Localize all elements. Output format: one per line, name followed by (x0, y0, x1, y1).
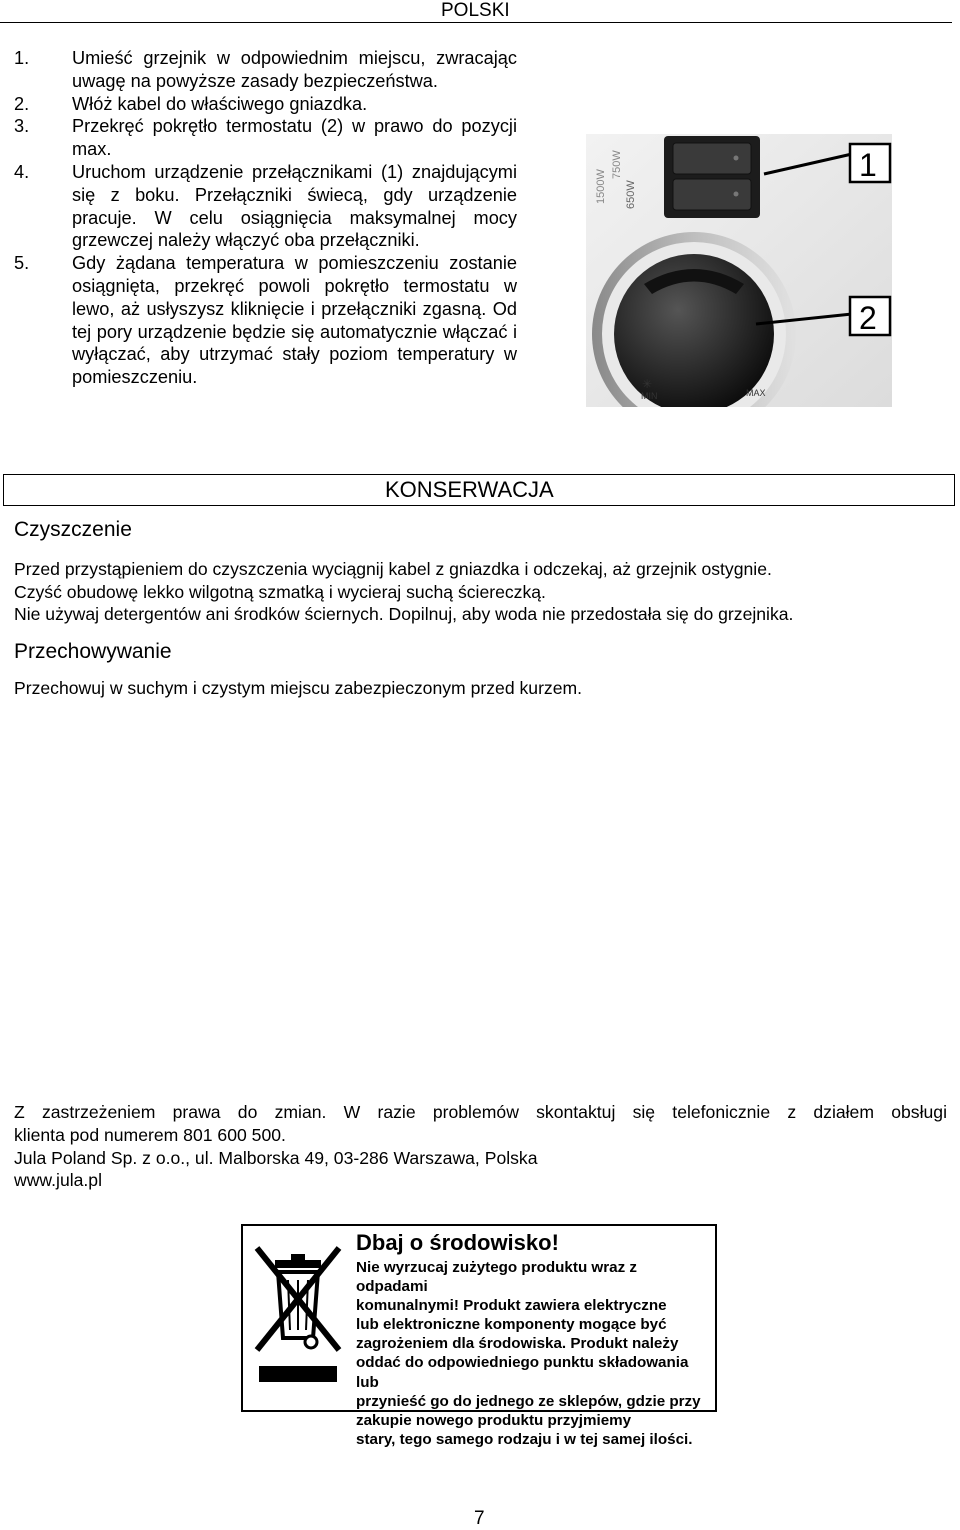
environment-notice (241, 1224, 717, 1448)
eco-line: lub elektroniczne komponenty mogące być (356, 1316, 667, 1334)
eco-text (356, 1258, 711, 1449)
step-item (14, 161, 517, 252)
step-item (14, 115, 517, 161)
heater-controls-photo (586, 134, 892, 407)
eco-line: komunalnymi! Produkt zawiera elektryczne (356, 1297, 667, 1315)
step-text: Umieść grzejnik w odpowiednim miejscu, zwracając uwagę na powyższe zasady bezpieczeństwa. (72, 48, 517, 91)
eco-line: przynieść go do jednego ze sklepów, gdzie przy (356, 1392, 701, 1410)
footer-line: Z zastrzeżeniem prawa do zmian. W razie problemów skontaktuj się telefonicznie z działem obsługi (14, 1102, 947, 1122)
step-text: Przekręć pokrętło termostatu (2) w prawo do pozycji max. (72, 116, 517, 160)
eco-title: Dbaj o środowisko! (356, 1230, 559, 1255)
contact-footer (14, 1101, 947, 1192)
footer-line: klienta pod numerem 801 600 500. (14, 1124, 286, 1145)
section-title: KONSERWACJA (385, 477, 554, 502)
switch-1-icon (673, 143, 751, 174)
eco-line: zakupie nowego produktu przyjmiemy (356, 1411, 632, 1429)
eco-line: zagrożeniem dla środowiska. Produkt należy (356, 1335, 679, 1353)
callout-number-2: 2 (859, 300, 877, 336)
wattage-label: 650W (625, 180, 637, 209)
eco-line: Nie wyrzucaj zużytego produktu wraz z odpadami (356, 1259, 638, 1296)
paragraph-line: Czyść obudowę lekko wilgotną szmatką i wycieraj suchą ściereczką. (14, 581, 546, 602)
cleaning-text (14, 558, 793, 626)
step-text: Włóż kabel do właściwego gniazdka. (72, 93, 368, 114)
eco-line: oddać do odpowiedniego punktu składowania lub (356, 1354, 689, 1391)
step-number: 2. (14, 93, 30, 114)
cleaning-heading: Czyszczenie (14, 518, 132, 541)
crossed-out-wheelie-bin-icon (253, 1238, 343, 1398)
frost-icon: ✳ (642, 377, 653, 391)
step-text: Uruchom urządzenie przełącznikami (1) znajdującymi się z boku. Przełączniki świecą, gdy urządzenie pracuje. W celu osiągnięcia maksymalnej mocy grzewczej należy włączyć oba przełączniki. (72, 161, 517, 251)
step-number: 1. (14, 48, 30, 68)
callout-number-1: 1 (859, 147, 877, 183)
paragraph-line: Przed przystąpieniem do czyszczenia wyciągnij kabel z gniazdka i odczekaj, aż grzejnik ostygnie. (14, 559, 772, 579)
eco-line: stary, tego samego rodzaju i w tej samej ilości. (356, 1430, 693, 1448)
wattage-label: 750W (611, 150, 623, 179)
max-label: MAX (746, 388, 766, 398)
step-number: 3. (14, 116, 30, 137)
storage-text: Przechowuj w suchym i czystym miejscu zabezpieczonym przed kurzem. (14, 678, 583, 698)
page-number: 7 (474, 1508, 485, 1529)
min-label: MIN (641, 391, 658, 401)
step-number: 5. (14, 253, 30, 274)
storage-heading: Przechowywanie (14, 640, 172, 663)
step-item (14, 47, 517, 93)
header-divider (0, 22, 952, 23)
step-number: 4. (14, 161, 30, 182)
step-item (14, 93, 517, 116)
wattage-label: 1500W (595, 169, 607, 204)
step-item (14, 252, 517, 389)
footer-line: Jula Poland Sp. z o.o., ul. Malborska 49, 03-286 Warszawa, Polska (14, 1147, 538, 1168)
language-header: POLSKI (441, 0, 510, 21)
website-link[interactable]: www.jula.pl (14, 1170, 103, 1191)
instruction-steps (14, 47, 517, 389)
paragraph-line: Nie używaj detergentów ani środków ściernych. Dopilnuj, aby woda nie przedostała się do grzejnika. (14, 604, 794, 624)
switch-2-icon (673, 179, 751, 210)
step-text: Gdy żądana temperatura w pomieszczeniu zostanie osiągnięta, przekręć powoli pokrętło termostatu w lewo, aż usłyszysz kliknięcie i przełączniki zgasną. Od tej pory urządzenie będzie się automatycznie włączać i wyłączać, aby utrzymać stały poziom temperatury w pomieszczeniu. (72, 253, 517, 388)
